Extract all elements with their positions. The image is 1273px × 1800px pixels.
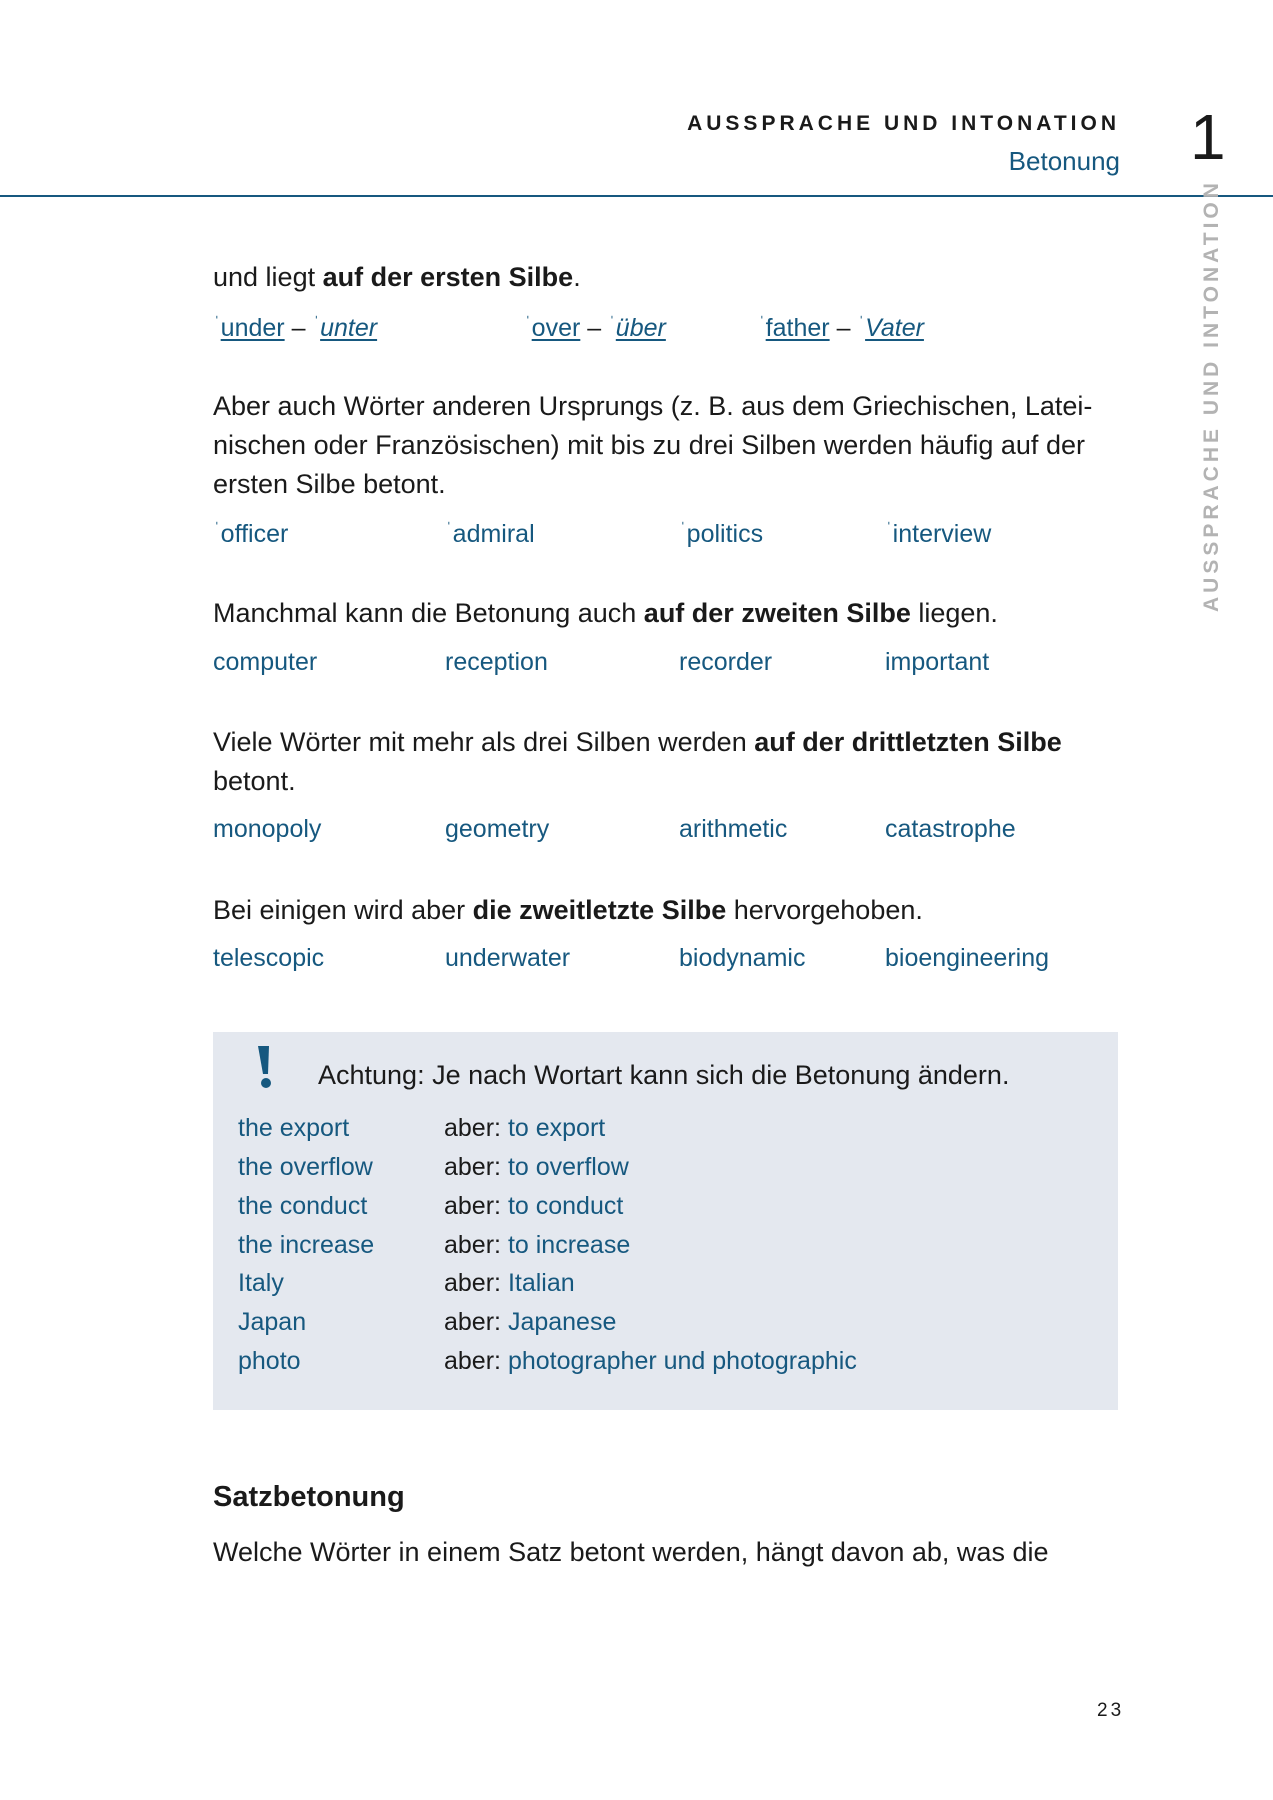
running-header-subtitle: Betonung [1008, 146, 1120, 176]
example-word: $^ˈ$politics [680, 519, 764, 548]
para1-bold: auf der ersten Silbe [322, 262, 574, 292]
paragraph-penultimate: Bei einigen wird aber die zweitletzte Silbe hervorgehoben. [213, 895, 923, 925]
word-pair-under-unter: $^ˈ$under – $^ˈ$unter [214, 313, 378, 342]
notice-row-right: aber: to overflow [444, 1153, 629, 1181]
section-heading: Satzbetonung [213, 1481, 405, 1513]
section-text: Welche Wörter in einem Satz betont werden, hängt davon ab, was die [213, 1537, 1049, 1567]
example-word: bioengineering [885, 944, 1050, 972]
example-word: catastrophe [885, 815, 1016, 843]
word-pair-father-vater: $^ˈ$father – $^ˈ$Vater [759, 313, 924, 342]
exclamation-icon [252, 1046, 282, 1090]
notice-row-left: the conduct [238, 1192, 368, 1220]
notice-row-left: the increase [238, 1231, 375, 1259]
notice-row-right: aber: photographer und photographic [444, 1347, 857, 1375]
notice-row-left: the overflow [238, 1153, 373, 1181]
example-word: important [885, 648, 990, 676]
para2-line-1: Aber auch Wörter anderen Ursprungs (z. B. aus dem Griechischen, Latei- [213, 391, 1093, 421]
example-word: $^ˈ$officer [214, 519, 289, 548]
notice-row-right: aber: to export [444, 1114, 606, 1142]
example-word: underwater [445, 944, 571, 972]
notice-row-left: the export [238, 1114, 350, 1142]
page-number: 23 [1097, 1700, 1125, 1721]
word-under: under [220, 314, 285, 342]
word-over: over [531, 314, 581, 342]
chapter-number: 1 [1190, 101, 1226, 173]
example-word: monopoly [213, 815, 322, 843]
notice-row-right: aber: to conduct [444, 1192, 624, 1220]
header-rule [0, 195, 1273, 197]
word-father: father [765, 314, 830, 342]
para1-end: . [573, 262, 581, 292]
word-unter: unter [320, 314, 378, 342]
pair-dash: – [291, 314, 306, 342]
pair-dash: – [587, 314, 602, 342]
example-word: computer [213, 648, 318, 676]
para1-text: und liegt [213, 262, 323, 292]
paragraph-foreign-origin [213, 387, 1093, 504]
para2-line-2: nischen oder Französischen) mit bis zu drei Silben werden häufig auf der [213, 430, 1085, 460]
pair-dash: – [836, 314, 851, 342]
notice-row-left: photo [238, 1347, 301, 1375]
notice-heading: Achtung: Je nach Wortart kann sich die Betonung ändern. [318, 1060, 1010, 1090]
example-word: reception [445, 648, 548, 676]
example-word: $^ˈ$interview [886, 519, 992, 548]
notice-row-left: Japan [238, 1308, 307, 1336]
para2-line-3: ersten Silbe betont. [213, 469, 446, 499]
notice-row-right: aber: Italian [444, 1269, 575, 1297]
paragraph-second-syllable: Manchmal kann die Betonung auch auf der zweiten Silbe liegen. [213, 598, 998, 628]
example-word: telescopic [213, 944, 325, 972]
word-pair-over-ueber: $^ˈ$over – $^ˈ$über [525, 313, 666, 342]
paragraph-first-syllable [213, 258, 1093, 297]
running-header-title: AUSSPRACHE UND INTONATION [687, 112, 1120, 135]
side-thumb-label: AUSSPRACHE UND INTONATION [1200, 179, 1223, 612]
notice-row-right: aber: Japanese [444, 1308, 617, 1336]
example-word: biodynamic [679, 944, 806, 972]
example-word: arithmetic [679, 815, 788, 843]
notice-row-right: aber: to increase [444, 1231, 631, 1259]
notice-row-left: Italy [238, 1269, 284, 1297]
example-word: $^ˈ$admiral [446, 519, 535, 548]
word-vater: Vater [865, 314, 924, 342]
example-word: geometry [445, 815, 550, 843]
example-word: recorder [679, 648, 773, 676]
word-ueber: über [615, 314, 666, 342]
paragraph-antepenultimate: Viele Wörter mit mehr als drei Silben werden auf der drittletzten Silbe betont. [213, 727, 1062, 796]
